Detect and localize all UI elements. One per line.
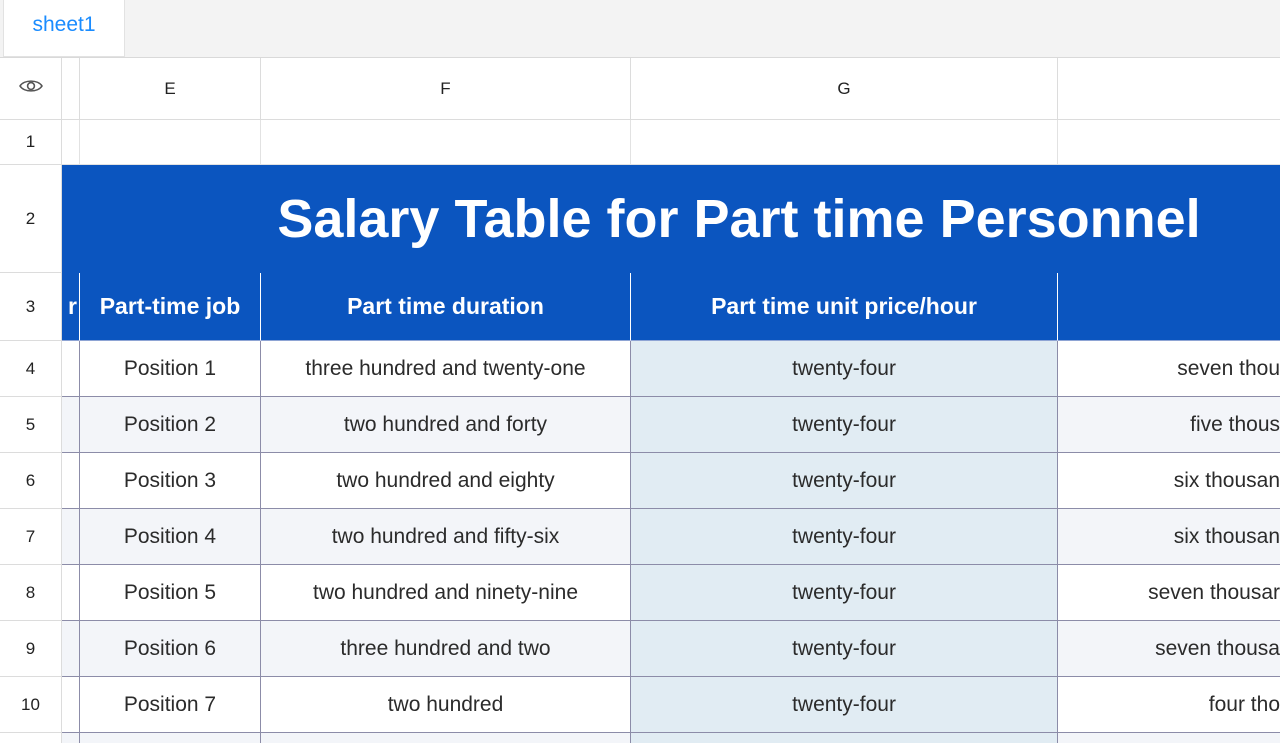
cell-d11-partial[interactable]: [62, 733, 80, 743]
column-header-f[interactable]: F: [261, 58, 631, 120]
cell-unit-price[interactable]: twenty-four: [631, 677, 1058, 733]
cell-total[interactable]: seven thousa: [1058, 621, 1280, 677]
cell-part-time-job[interactable]: Position 3: [80, 453, 261, 509]
header-part-time-duration[interactable]: Part time duration: [261, 273, 631, 341]
cell-d-partial[interactable]: [62, 509, 80, 565]
cell-unit-price[interactable]: twenty-four: [631, 341, 1058, 397]
cell-d-partial[interactable]: [62, 621, 80, 677]
column-header-g[interactable]: G: [631, 58, 1058, 120]
column-header-e[interactable]: E: [80, 58, 261, 120]
row-header-1[interactable]: 1: [0, 120, 62, 165]
cell-total[interactable]: six thousan: [1058, 453, 1280, 509]
cell-d-partial[interactable]: [62, 677, 80, 733]
table-title: Salary Table for Part time Personnel: [277, 189, 1201, 249]
cell-part-time-job[interactable]: Position 1: [80, 341, 261, 397]
cell-g11-partial[interactable]: [631, 733, 1058, 743]
cell-h1[interactable]: [1058, 120, 1280, 165]
cell-part-time-duration[interactable]: two hundred: [261, 677, 631, 733]
cell-part-time-job[interactable]: Position 5: [80, 565, 261, 621]
eye-icon[interactable]: [19, 78, 43, 99]
cell-total[interactable]: five thous: [1058, 397, 1280, 453]
select-all-corner[interactable]: [0, 58, 62, 120]
cell-g1[interactable]: [631, 120, 1058, 165]
header-unit-price[interactable]: Part time unit price/hour: [631, 273, 1058, 341]
row-header-7[interactable]: 7: [0, 509, 62, 565]
cell-total[interactable]: four tho: [1058, 677, 1280, 733]
cell-part-time-job[interactable]: Position 7: [80, 677, 261, 733]
row-header-8[interactable]: 8: [0, 565, 62, 621]
cell-d1[interactable]: [62, 120, 80, 165]
row-header-9[interactable]: 9: [0, 621, 62, 677]
row-header-10[interactable]: 10: [0, 677, 62, 733]
row-header-4[interactable]: 4: [0, 341, 62, 397]
cell-unit-price[interactable]: twenty-four: [631, 397, 1058, 453]
row-header-2[interactable]: 2: [0, 165, 62, 273]
cell-total[interactable]: six thousan: [1058, 509, 1280, 565]
sheet-tab-bar: [0, 0, 1280, 58]
row-header-5[interactable]: 5: [0, 397, 62, 453]
cell-part-time-job[interactable]: Position 6: [80, 621, 261, 677]
cell-part-time-duration[interactable]: two hundred and eighty: [261, 453, 631, 509]
cell-part-time-duration[interactable]: three hundred and twenty-one: [261, 341, 631, 397]
row-header-6[interactable]: 6: [0, 453, 62, 509]
header-part-time-job[interactable]: Part-time job: [80, 273, 261, 341]
cell-e1[interactable]: [80, 120, 261, 165]
cell-part-time-job[interactable]: Position 4: [80, 509, 261, 565]
cell-d-partial[interactable]: [62, 341, 80, 397]
column-header-d-partial[interactable]: [62, 58, 80, 120]
header-cell-partial[interactable]: r: [62, 273, 80, 341]
sheet-tab[interactable]: sheet1: [3, 0, 125, 57]
cell-part-time-duration[interactable]: two hundred and ninety-nine: [261, 565, 631, 621]
cell-part-time-duration[interactable]: three hundred and two: [261, 621, 631, 677]
cell-h11-partial[interactable]: [1058, 733, 1280, 743]
cell-total[interactable]: seven thou: [1058, 341, 1280, 397]
row-header-11-partial[interactable]: [0, 733, 62, 743]
cell-e11-partial[interactable]: [80, 733, 261, 743]
cell-f11-partial[interactable]: [261, 733, 631, 743]
header-total[interactable]: [1058, 273, 1280, 341]
row-header-3[interactable]: 3: [0, 273, 62, 341]
cell-part-time-duration[interactable]: two hundred and fifty-six: [261, 509, 631, 565]
column-header-h[interactable]: [1058, 58, 1280, 120]
cell-d-partial[interactable]: [62, 565, 80, 621]
cell-unit-price[interactable]: twenty-four: [631, 453, 1058, 509]
cell-unit-price[interactable]: twenty-four: [631, 565, 1058, 621]
cell-total[interactable]: seven thousar: [1058, 565, 1280, 621]
cell-part-time-duration[interactable]: two hundred and forty: [261, 397, 631, 453]
cell-unit-price[interactable]: twenty-four: [631, 509, 1058, 565]
cell-f1[interactable]: [261, 120, 631, 165]
cell-d-partial[interactable]: [62, 397, 80, 453]
cell-d-partial[interactable]: [62, 453, 80, 509]
cell-unit-price[interactable]: twenty-four: [631, 621, 1058, 677]
cell-part-time-job[interactable]: Position 2: [80, 397, 261, 453]
